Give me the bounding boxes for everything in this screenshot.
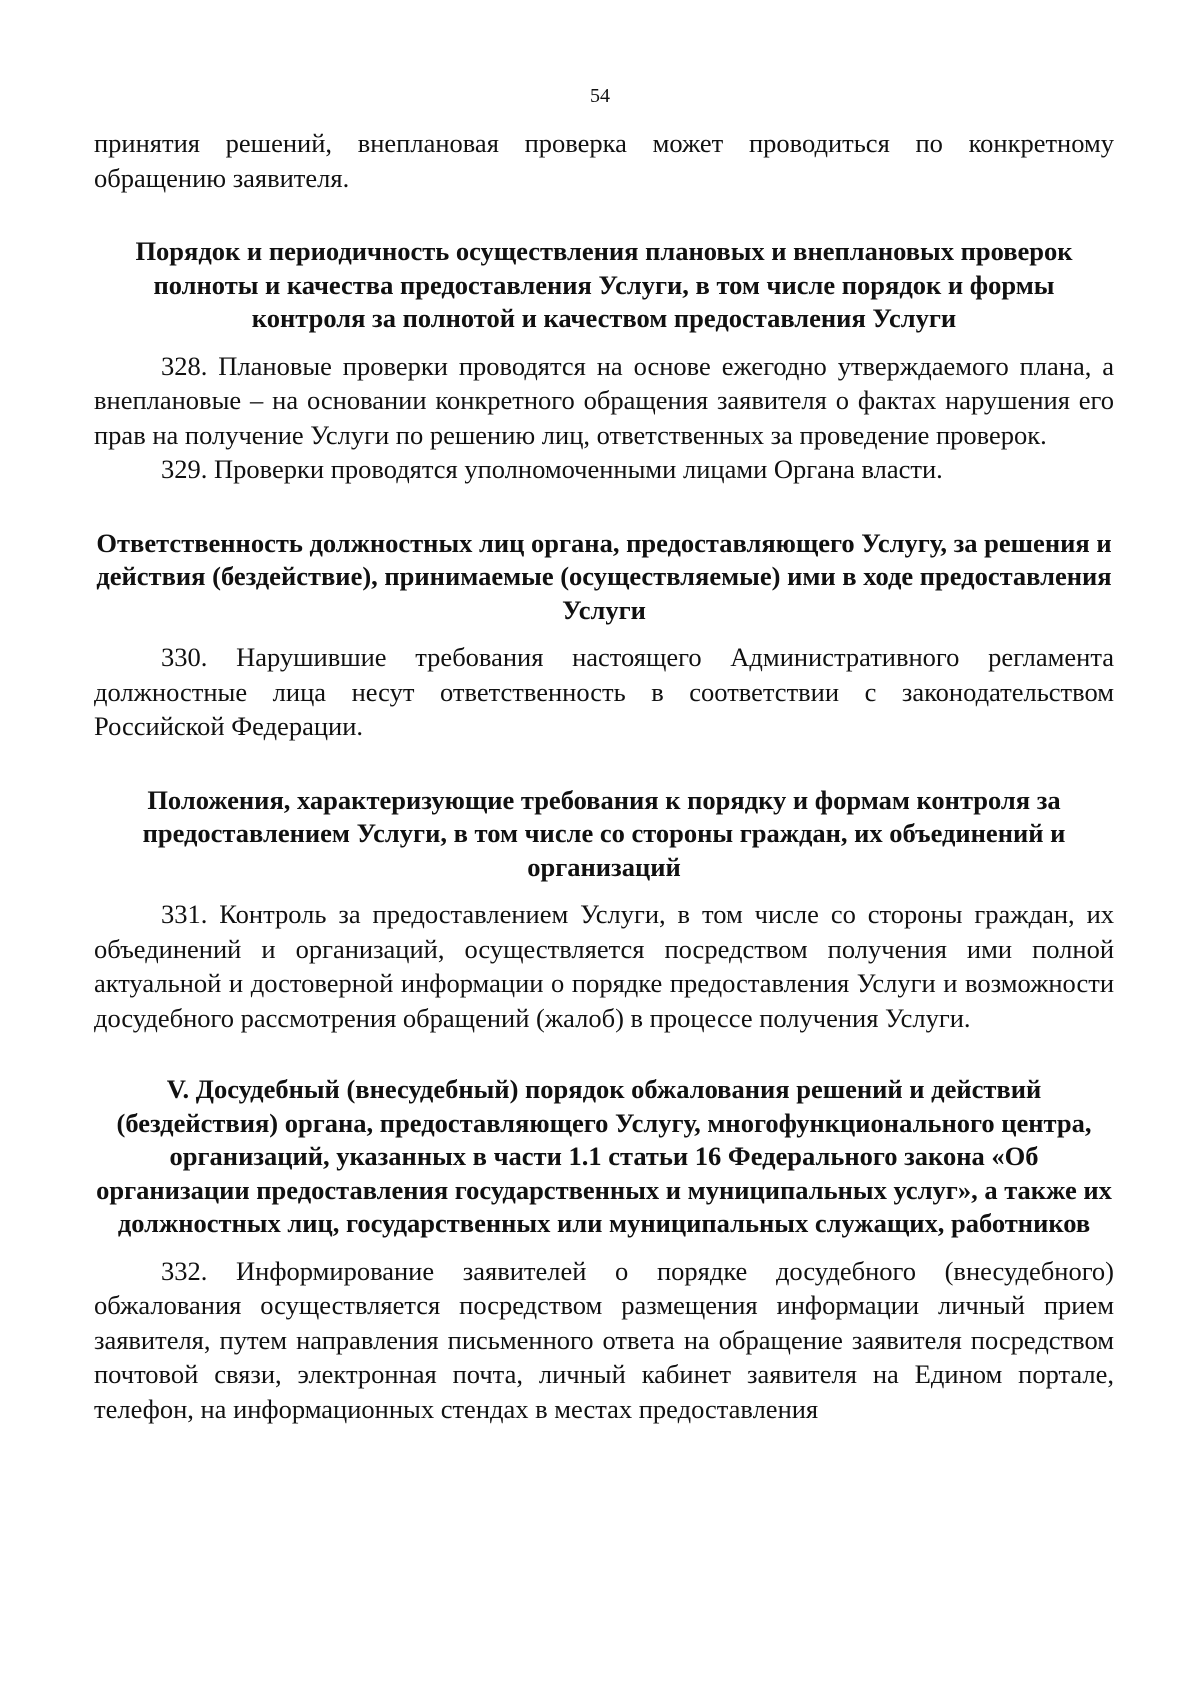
paragraph-331: 331. Контроль за предоставлением Услуги, в том числе со стороны граждан, их объединений и организаций, осуществляется посредством получения ими полной актуальной и достоверной информации о порядке предоставления Услуги и возможности досудебного рассмотрения обращений (жалоб) в процессе получения Услуги. (94, 899, 1114, 1033)
document-body (94, 126, 1114, 1426)
page-number: 54 (590, 85, 610, 107)
paragraph-328: 328. Плановые проверки проводятся на основе ежегодно утверждаемого плана, а внеплановые – на основании конкретного обращения заявителя о фактах нарушения его прав на получение Услуги по решению лиц, ответственных за проведение проверок. (94, 350, 1114, 450)
paragraph-330: 330. Нарушившие требования настоящего Административного регламента должностные лица несут ответственность в соответствии с законодательством Российской Федерации. (94, 642, 1114, 741)
section-heading-pretrial-appeal: V. Досудебный (внесудебный) порядок обжалования решений и действий (бездействия) органа, предоставляющего Услугу, многофункционального центра, организаций, указанных в части 1.1 статьи 16 Федерального закона «Об организации предоставления государственных и муниципальных услуг», а также их должностных лиц, государственных или муниципальных служащих, работников (96, 1074, 1112, 1238)
intro-paragraph: принятия решений, внеплановая проверка может проводиться по конкретному обращению заявителя. (94, 128, 1114, 193)
section-heading-responsibility: Ответственность должностных лиц органа, предоставляющего Услугу, за решения и действия (бездействие), принимаемые (осуществляемые) ими в ходе предоставления Услуги (96, 527, 1112, 625)
section-heading-control-requirements: Положения, характеризующие требования к порядку и формам контроля за предоставлением Услуги, в том числе со стороны граждан, их объединений и организаций (142, 784, 1066, 882)
paragraph-332: 332. Информирование заявителей о порядке досудебного (внесудебного) обжалования осуществляется посредством размещения информации личный прием заявителя, путем направления письменного ответа на обращение заявителя посредством почтовой связи, электронная почта, личный кабинет заявителя на Едином портале, телефон, на информационных стендах в местах предоставления (94, 1255, 1114, 1424)
section-heading-inspections: Порядок и периодичность осуществления плановых и внеплановых проверок полноты и качества предоставления Услуги, в том числе порядок и формы контроля за полнотой и качеством предоставления Услуги (135, 236, 1073, 333)
paragraph-329: 329. Проверки проводятся уполномоченными лицами Органа власти. (161, 454, 943, 484)
